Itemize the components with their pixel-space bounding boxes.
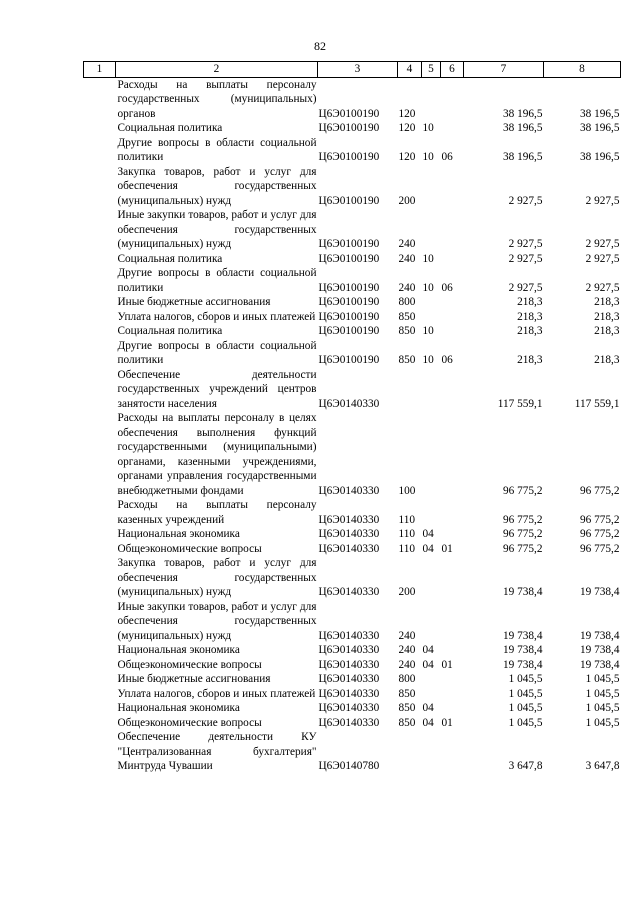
cell-expense-type: 110 — [398, 513, 416, 526]
cell-section — [422, 730, 441, 774]
column-header-6: 6 — [441, 62, 464, 78]
cell-target-code: Ц6Э0100190 — [318, 310, 380, 323]
cell-expense-type: 240 — [398, 281, 416, 294]
cell-subsection — [441, 368, 464, 412]
cell-expense-name: Общеэкономические вопросы — [117, 658, 262, 671]
table-row — [84, 252, 621, 267]
cell-amount-7: 117 559,1 — [497, 397, 543, 410]
table-row — [84, 643, 621, 658]
cell-expense-name: Социальная политика — [117, 252, 223, 265]
cell-amount-7: 218,3 — [517, 296, 543, 308]
cell-section: 04 — [422, 716, 434, 729]
cell-target-code: Ц6Э0140330 — [318, 513, 380, 526]
cell-section — [422, 600, 441, 644]
cell-amount-8: 218,3 — [594, 325, 620, 337]
cell-subsection — [441, 252, 464, 267]
cell-target-code: Ц6Э0140330 — [318, 397, 380, 410]
table-row — [84, 730, 621, 774]
cell-expense-type: 850 — [398, 325, 416, 337]
cell-subsection: 01 — [441, 716, 453, 729]
cell-expense-type: 200 — [398, 586, 416, 598]
cell-expense-name: Общеэкономические вопросы — [117, 716, 262, 729]
cell-col1 — [84, 556, 116, 600]
cell-col1 — [84, 136, 116, 165]
cell-amount-7: 218,3 — [517, 354, 543, 366]
cell-expense-name: Общеэкономические вопросы — [117, 542, 262, 555]
cell-section: 10 — [422, 122, 434, 134]
cell-amount-7: 38 196,5 — [502, 107, 543, 120]
cell-expense-type — [398, 368, 422, 412]
cell-amount-8: 19 738,4 — [579, 629, 620, 642]
cell-col1 — [84, 266, 116, 295]
table-row — [84, 658, 621, 673]
cell-target-code: Ц6Э0100190 — [318, 296, 380, 308]
cell-target-code: Ц6Э0100190 — [318, 325, 380, 337]
cell-amount-8: 96 775,2 — [579, 542, 620, 555]
cell-expense-name: Иные закупки товаров, работ и услуг для обеспечения государственных (муниципальных) нужд — [117, 600, 317, 642]
cell-target-code: Ц6Э0100190 — [318, 194, 380, 207]
cell-expense-type: 120 — [398, 122, 416, 134]
cell-expense-type: 100 — [398, 484, 416, 497]
cell-expense-name: Национальная экономика — [117, 528, 240, 540]
cell-expense-name: Расходы на выплаты персоналу казенных учреждений — [117, 499, 317, 526]
cell-section — [422, 498, 441, 527]
cell-target-code: Ц6Э0100190 — [318, 151, 380, 163]
cell-section: 10 — [422, 151, 434, 163]
cell-amount-7: 96 775,2 — [502, 484, 543, 497]
table-row — [84, 498, 621, 527]
cell-amount-8: 2 927,5 — [585, 281, 620, 294]
cell-col1 — [84, 324, 116, 339]
cell-amount-8: 3 647,8 — [585, 760, 620, 772]
table-row — [84, 339, 621, 368]
cell-amount-7: 19 738,4 — [502, 644, 543, 656]
cell-subsection — [441, 165, 464, 209]
table-row — [84, 165, 621, 209]
cell-expense-type: 120 — [398, 107, 416, 120]
cell-col1 — [84, 121, 116, 136]
cell-amount-7: 3 647,8 — [508, 760, 543, 772]
cell-section — [422, 556, 441, 600]
cell-subsection — [441, 643, 464, 658]
cell-amount-8: 19 738,4 — [579, 658, 620, 671]
cell-col1 — [84, 498, 116, 527]
cell-section — [422, 208, 441, 252]
cell-amount-7: 2 927,5 — [508, 238, 543, 250]
cell-expense-name: Уплата налогов, сборов и иных платежей — [117, 687, 316, 700]
cell-col1 — [84, 165, 116, 209]
cell-section: 10 — [422, 281, 434, 294]
table-body — [84, 77, 621, 774]
cell-section: 04 — [422, 658, 434, 671]
cell-expense-type: 240 — [398, 644, 416, 656]
cell-amount-8: 38 196,5 — [579, 122, 620, 134]
page-number: 82 — [314, 39, 326, 53]
cell-col1 — [84, 411, 116, 498]
cell-amount-8: 2 927,5 — [585, 194, 620, 207]
table-row — [84, 542, 621, 557]
cell-expense-type: 850 — [398, 354, 416, 366]
cell-amount-8: 218,3 — [594, 354, 620, 366]
table-row — [84, 266, 621, 295]
cell-expense-type: 850 — [398, 310, 416, 323]
cell-col1 — [84, 310, 116, 325]
table-row — [84, 208, 621, 252]
cell-expense-name: Социальная политика — [117, 122, 223, 134]
cell-target-code: Ц6Э0100190 — [318, 238, 380, 250]
cell-col1 — [84, 77, 116, 121]
cell-expense-name: Национальная экономика — [117, 644, 240, 656]
cell-target-code: Ц6Э0100190 — [318, 122, 380, 134]
cell-subsection: 06 — [441, 354, 453, 366]
cell-amount-7: 1 045,5 — [508, 687, 543, 700]
cell-subsection — [441, 411, 464, 498]
cell-section — [422, 310, 441, 325]
cell-amount-8: 2 927,5 — [585, 252, 620, 265]
cell-expense-type: 110 — [398, 542, 416, 555]
cell-expense-type: 120 — [398, 151, 416, 163]
column-header-2: 2 — [116, 62, 318, 78]
cell-amount-7: 1 045,5 — [508, 716, 543, 729]
cell-expense-name: Другие вопросы в области социальной политики — [117, 136, 317, 163]
cell-expense-type: 240 — [398, 238, 416, 250]
cell-subsection — [441, 730, 464, 774]
cell-expense-name: Закупка товаров, работ и услуг для обеспечения государственных (муниципальных) нужд — [117, 557, 317, 598]
table-row — [84, 556, 621, 600]
cell-expense-type — [398, 730, 422, 774]
cell-expense-type: 850 — [398, 687, 416, 700]
cell-section: 10 — [422, 354, 434, 366]
cell-subsection — [441, 556, 464, 600]
cell-expense-type: 200 — [398, 194, 416, 207]
cell-subsection: 06 — [441, 151, 453, 163]
cell-section: 04 — [422, 542, 434, 555]
cell-amount-8: 117 559,1 — [574, 397, 620, 410]
cell-amount-8: 96 775,2 — [579, 484, 620, 497]
cell-section — [422, 411, 441, 498]
table-row — [84, 77, 621, 121]
table-row — [84, 136, 621, 165]
cell-target-code: Ц6Э0100190 — [318, 354, 380, 366]
table-row — [84, 411, 621, 498]
cell-subsection — [441, 701, 464, 716]
cell-subsection — [441, 687, 464, 702]
cell-amount-8: 1 045,5 — [585, 702, 620, 714]
cell-target-code: Ц6Э0140330 — [318, 542, 380, 555]
cell-target-code: Ц6Э0140330 — [318, 644, 380, 656]
cell-amount-7: 2 927,5 — [508, 281, 543, 294]
column-number-row — [84, 62, 621, 78]
cell-subsection — [441, 672, 464, 687]
column-header-7: 7 — [464, 62, 544, 78]
cell-expense-type: 240 — [398, 252, 416, 265]
table-row — [84, 701, 621, 716]
cell-expense-name: Другие вопросы в области социальной политики — [117, 267, 317, 294]
cell-expense-type: 800 — [398, 673, 416, 685]
cell-target-code: Ц6Э0140330 — [318, 716, 380, 729]
cell-amount-7: 19 738,4 — [502, 586, 543, 598]
cell-expense-type: 850 — [398, 716, 416, 729]
cell-col1 — [84, 527, 116, 542]
cell-col1 — [84, 658, 116, 673]
cell-section — [422, 672, 441, 687]
cell-amount-7: 2 927,5 — [508, 252, 543, 265]
cell-amount-8: 19 738,4 — [579, 586, 620, 598]
cell-amount-8: 96 775,2 — [579, 528, 620, 540]
cell-col1 — [84, 252, 116, 267]
cell-expense-type: 110 — [398, 528, 416, 540]
cell-expense-name: Расходы на выплаты персоналу государственных (муниципальных) органов — [117, 78, 317, 120]
cell-amount-7: 96 775,2 — [502, 542, 543, 555]
cell-expense-type: 800 — [398, 296, 416, 308]
cell-amount-7: 38 196,5 — [502, 122, 543, 134]
cell-subsection — [441, 121, 464, 136]
cell-subsection — [441, 600, 464, 644]
cell-subsection — [441, 527, 464, 542]
cell-col1 — [84, 295, 116, 310]
cell-col1 — [84, 542, 116, 557]
cell-subsection: 01 — [441, 658, 453, 671]
cell-subsection: 01 — [441, 542, 453, 555]
cell-target-code: Ц6Э0140330 — [318, 629, 380, 642]
cell-section — [422, 77, 441, 121]
table-row — [84, 687, 621, 702]
cell-amount-8: 38 196,5 — [579, 151, 620, 163]
cell-expense-type: 240 — [398, 629, 416, 642]
cell-target-code: Ц6Э0100190 — [318, 281, 380, 294]
cell-amount-7: 96 775,2 — [502, 528, 543, 540]
cell-amount-8: 218,3 — [594, 310, 620, 323]
cell-expense-type: 240 — [398, 658, 416, 671]
cell-target-code: Ц6Э0100190 — [318, 252, 380, 265]
cell-expense-name: Национальная экономика — [117, 702, 240, 714]
cell-target-code: Ц6Э0100190 — [318, 107, 380, 120]
cell-col1 — [84, 687, 116, 702]
cell-col1 — [84, 368, 116, 412]
cell-target-code: Ц6Э0140330 — [318, 484, 380, 497]
cell-target-code: Ц6Э0140330 — [318, 586, 380, 598]
cell-subsection — [441, 208, 464, 252]
cell-amount-7: 2 927,5 — [508, 194, 543, 207]
cell-amount-8: 1 045,5 — [585, 687, 620, 700]
cell-subsection — [441, 310, 464, 325]
cell-section — [422, 295, 441, 310]
cell-subsection — [441, 295, 464, 310]
cell-amount-7: 96 775,2 — [502, 513, 543, 526]
column-header-5: 5 — [422, 62, 441, 78]
cell-target-code: Ц6Э0140330 — [318, 687, 380, 700]
cell-expense-name: Уплата налогов, сборов и иных платежей — [117, 310, 316, 323]
cell-target-code: Ц6Э0140780 — [318, 760, 380, 772]
cell-amount-8: 96 775,2 — [579, 513, 620, 526]
cell-col1 — [84, 643, 116, 658]
cell-col1 — [84, 701, 116, 716]
cell-col1 — [84, 600, 116, 644]
cell-expense-name: Другие вопросы в области социальной политики — [117, 339, 317, 366]
cell-amount-7: 1 045,5 — [508, 673, 543, 685]
cell-amount-7: 38 196,5 — [502, 151, 543, 163]
column-header-4: 4 — [398, 62, 422, 78]
cell-section: 10 — [422, 325, 434, 337]
cell-section: 04 — [422, 528, 434, 540]
cell-section: 10 — [422, 252, 434, 265]
cell-target-code: Ц6Э0140330 — [318, 702, 380, 714]
cell-amount-8: 38 196,5 — [579, 107, 620, 120]
cell-subsection — [441, 77, 464, 121]
column-header-1: 1 — [84, 62, 116, 78]
cell-col1 — [84, 339, 116, 368]
cell-amount-7: 19 738,4 — [502, 629, 543, 642]
table-row — [84, 368, 621, 412]
cell-subsection — [441, 324, 464, 339]
cell-col1 — [84, 208, 116, 252]
cell-amount-8: 218,3 — [594, 296, 620, 308]
column-header-3: 3 — [318, 62, 398, 78]
cell-amount-8: 1 045,5 — [585, 716, 620, 729]
cell-section — [422, 165, 441, 209]
cell-section — [422, 687, 441, 702]
cell-subsection: 06 — [441, 281, 453, 294]
cell-expense-name: Иные бюджетные ассигнования — [117, 296, 271, 308]
table-row — [84, 672, 621, 687]
cell-expense-name: Обеспечение деятельности КУ "Централизованная бухгалтерия" Минтруда Чувашии — [117, 731, 317, 772]
cell-expense-name: Обеспечение деятельности государственных учреждений центров занятости населения — [117, 368, 317, 410]
cell-target-code: Ц6Э0140330 — [318, 658, 380, 671]
cell-amount-7: 218,3 — [517, 325, 543, 337]
cell-col1 — [84, 730, 116, 774]
cell-col1 — [84, 716, 116, 731]
table-row — [84, 295, 621, 310]
cell-target-code: Ц6Э0140330 — [318, 528, 380, 540]
cell-amount-7: 1 045,5 — [508, 702, 543, 714]
cell-amount-8: 19 738,4 — [579, 644, 620, 656]
table-row — [84, 324, 621, 339]
cell-col1 — [84, 672, 116, 687]
cell-subsection — [441, 498, 464, 527]
table-row — [84, 527, 621, 542]
cell-expense-name: Закупка товаров, работ и услуг для обеспечения государственных (муниципальных) нужд — [117, 165, 317, 207]
cell-target-code: Ц6Э0140330 — [318, 673, 380, 685]
cell-section: 04 — [422, 702, 434, 714]
cell-expense-name: Социальная политика — [117, 325, 223, 337]
table-row — [84, 716, 621, 731]
table-row — [84, 310, 621, 325]
cell-amount-7: 218,3 — [517, 310, 543, 323]
cell-expense-name: Расходы на выплаты персоналу в целях обеспечения выполнения функций государственными (муниципальными) органами, казенными учреждениями, органами управления государственными внебюджетными фондами — [117, 412, 317, 497]
budget-table — [83, 61, 621, 774]
cell-expense-type: 850 — [398, 702, 416, 714]
cell-amount-8: 2 927,5 — [585, 238, 620, 250]
cell-expense-name: Иные закупки товаров, работ и услуг для обеспечения государственных (муниципальных) нужд — [117, 209, 317, 250]
cell-section: 04 — [422, 644, 434, 656]
cell-amount-7: 19 738,4 — [502, 658, 543, 671]
table-row — [84, 600, 621, 644]
column-header-8: 8 — [544, 62, 621, 78]
cell-amount-8: 1 045,5 — [585, 673, 620, 685]
cell-section — [422, 368, 441, 412]
table-row — [84, 121, 621, 136]
cell-expense-name: Иные бюджетные ассигнования — [117, 673, 271, 685]
